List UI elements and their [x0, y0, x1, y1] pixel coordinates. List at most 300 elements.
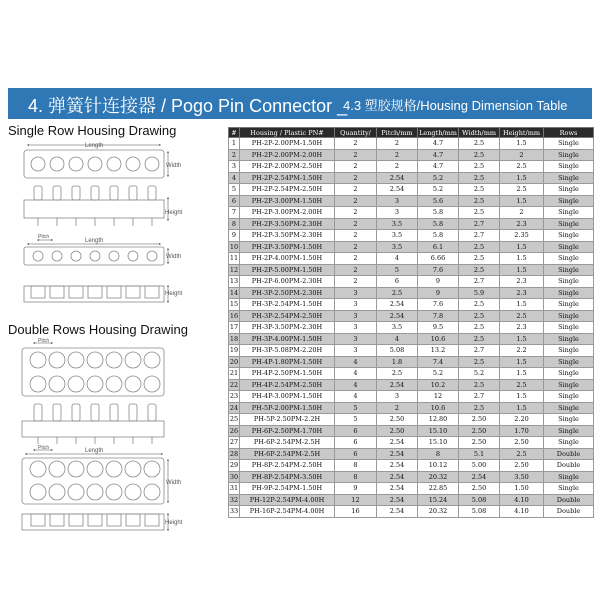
table-cell: 5.2	[418, 368, 459, 380]
table-cell: 29	[229, 461, 239, 470]
table-cell: Double	[544, 506, 594, 518]
pin-hole	[71, 251, 81, 261]
pin-hole	[30, 376, 46, 392]
table-cell: Single	[544, 402, 594, 414]
table-row	[229, 345, 594, 357]
table-cell: 3	[229, 161, 240, 173]
pin-hole	[33, 251, 43, 261]
pin-slot	[31, 286, 45, 298]
table-cell: 28	[229, 449, 239, 458]
table-cell: 20	[229, 357, 239, 366]
table-cell: 1.5	[500, 264, 544, 276]
table-cell: PH-3P-3.50PM-2.30H	[240, 322, 335, 334]
table-cell: 3	[335, 287, 377, 299]
table-cell: 2.54	[377, 310, 418, 322]
pin-barrel	[129, 186, 137, 200]
table-cell: 8	[418, 448, 459, 460]
table-cell: 2.5	[377, 287, 418, 299]
table-cell: 2.5	[377, 368, 418, 380]
table-cell: Single	[544, 184, 594, 196]
pin-hole	[30, 352, 46, 368]
table-cell: 1.5	[500, 241, 544, 253]
table-row	[229, 299, 594, 311]
pogo-pins	[34, 404, 156, 444]
pin-barrel	[91, 186, 99, 200]
table-cell: 6	[229, 195, 240, 207]
table-cell: 1.5	[500, 333, 544, 345]
table-cell: 4	[335, 368, 377, 380]
table-cell: 21	[229, 369, 239, 378]
table-cell: 2	[335, 149, 377, 161]
table-row	[229, 322, 594, 334]
length-label: Length	[85, 448, 104, 454]
table-row	[229, 437, 594, 449]
table-cell: 1.5	[500, 368, 544, 380]
table-cell: 2	[335, 230, 377, 242]
pin-hole	[87, 376, 103, 392]
table-cell: 2.54	[377, 494, 418, 506]
table-cell: 1.50	[500, 483, 544, 495]
table-cell: 2	[335, 218, 377, 230]
double-row-side-view	[22, 404, 164, 444]
column-header: Housing / Plastic PN#	[240, 128, 335, 138]
table-cell: Single	[544, 276, 594, 288]
pin-hole	[30, 484, 46, 500]
single-row-side-profile	[24, 286, 168, 302]
table-row	[229, 161, 594, 173]
table-cell: 9	[335, 483, 377, 495]
table-cell: PH-2P-2.54PM-1.50H	[240, 172, 335, 184]
table-cell: 5	[229, 184, 240, 196]
table-cell: 6	[335, 425, 377, 437]
table-cell: 2.54	[377, 448, 418, 460]
table-cell: 2.50	[459, 425, 500, 437]
pin-hole	[106, 484, 122, 500]
table-cell: Single	[544, 138, 594, 150]
table-cell: 2.7	[459, 276, 500, 288]
pin-slot	[126, 514, 140, 526]
table-cell: PH-2P-2.00PM-2.50H	[240, 161, 335, 173]
table-cell: 2.5	[459, 138, 500, 150]
pin-barrel	[110, 404, 118, 421]
table-cell: 4.7	[418, 138, 459, 150]
pogo-pins	[34, 186, 156, 226]
table-cell: 4.10	[500, 494, 544, 506]
table-cell: 30	[229, 472, 239, 481]
table-cell: 2.5	[500, 310, 544, 322]
pitch-label: Pitch	[38, 445, 50, 451]
table-cell: 17	[229, 323, 239, 332]
pin-hole	[147, 251, 157, 261]
height-label: Height	[165, 520, 183, 526]
table-cell: 3	[377, 207, 418, 219]
table-cell: 12	[418, 391, 459, 403]
table-cell: 2	[335, 172, 377, 184]
table-cell: Single	[544, 253, 594, 265]
table-cell: 10.2	[418, 379, 459, 391]
table-cell: 3	[377, 195, 418, 207]
table-cell: 18	[229, 334, 239, 343]
table-cell: 3	[335, 310, 377, 322]
table-cell: 23	[229, 392, 239, 401]
single-row-top-view	[24, 145, 168, 178]
pin-barrel	[72, 186, 80, 200]
table-cell: Single	[544, 345, 594, 357]
double-rows-heading: Double Rows Housing Drawing	[8, 322, 188, 337]
table-cell: 32	[229, 495, 239, 504]
pin-hole	[88, 157, 102, 171]
pin-hole	[126, 157, 140, 171]
table-row	[229, 138, 594, 150]
table-cell: PH-3P-2.54PM-1.50H	[240, 299, 335, 311]
table-cell: 6	[335, 437, 377, 449]
table-cell: 15.10	[418, 425, 459, 437]
table-cell: 2	[335, 161, 377, 173]
pin-hole	[125, 376, 141, 392]
table-row	[229, 207, 594, 219]
table-cell: 3	[377, 391, 418, 403]
table-cell: 16	[229, 311, 239, 320]
table-cell: 33	[229, 507, 239, 516]
page-title: 4. 弹簧针连接器 / Pogo Pin Connector _	[28, 96, 348, 116]
pin-hole	[68, 484, 84, 500]
table-cell: Single	[544, 414, 594, 426]
table-cell: 2	[335, 138, 377, 150]
pin-barrel	[110, 186, 118, 200]
pin-hole	[68, 376, 84, 392]
table-cell: PH-2P-2.00PM-2.00H	[240, 149, 335, 161]
column-header: Length/mm	[419, 128, 457, 137]
pin-hole	[87, 484, 103, 500]
table-cell: 19	[229, 346, 239, 355]
column-header: Pitch/mm	[377, 128, 418, 138]
table-cell: Single	[544, 172, 594, 184]
single-row-heading: Single Row Housing Drawing	[8, 123, 177, 138]
table-cell: 7.6	[418, 299, 459, 311]
table-row	[229, 241, 594, 253]
table-cell: 5.00	[459, 460, 500, 472]
table-row	[229, 494, 594, 506]
table-row	[229, 402, 594, 414]
table-cell: 2.50	[459, 483, 500, 495]
pin-hole	[125, 352, 141, 368]
table-cell: Double	[544, 494, 594, 506]
table-cell: 1.5	[500, 253, 544, 265]
table-cell: 3.50	[500, 471, 544, 483]
pin-hole	[52, 251, 62, 261]
table-cell: 2	[335, 241, 377, 253]
pin-hole	[125, 461, 141, 477]
table-row	[229, 172, 594, 184]
table-cell: 4.7	[418, 161, 459, 173]
table-cell: Single	[544, 368, 594, 380]
table-cell: 3.5	[377, 230, 418, 242]
table-cell: 2.7	[459, 230, 500, 242]
table-cell: 8	[229, 218, 240, 230]
table-cell: PH-2P-2.00PM-1.50H	[240, 138, 335, 150]
table-cell: PH-3P-5.08PM-2.20H	[240, 345, 335, 357]
table-cell: 7.4	[418, 356, 459, 368]
table-row	[229, 471, 594, 483]
table-cell: PH-6P-2.50PM-1.70H	[240, 425, 335, 437]
table-cell: 9	[229, 230, 240, 242]
table-cell: 7.8	[418, 310, 459, 322]
table-cell: 5	[335, 414, 377, 426]
pin-slot	[50, 286, 64, 298]
single-row-side-view	[24, 186, 168, 226]
pin-barrel	[34, 404, 42, 421]
table-cell: 2	[335, 276, 377, 288]
table-cell: 2.5	[459, 299, 500, 311]
pin-hole	[87, 461, 103, 477]
pin-hole	[106, 352, 122, 368]
pin-slot	[88, 514, 102, 526]
pin-slot	[69, 286, 83, 298]
height-label: Height	[165, 210, 183, 216]
table-cell: 2.5	[459, 149, 500, 161]
pin-hole	[128, 251, 138, 261]
table-cell: 9	[418, 287, 459, 299]
table-cell: 5	[377, 264, 418, 276]
pin-hole	[144, 484, 160, 500]
table-cell: 2.54	[377, 506, 418, 518]
table-row	[229, 506, 594, 518]
table-cell: 15.24	[418, 494, 459, 506]
table-cell: 2	[377, 402, 418, 414]
table-cell: 7.6	[418, 264, 459, 276]
table-cell: 2	[500, 207, 544, 219]
pin-slots	[31, 514, 159, 526]
table-cell: 2.54	[377, 299, 418, 311]
pin-hole	[90, 251, 100, 261]
pin-barrel	[148, 404, 156, 421]
housing-drawings	[0, 140, 225, 540]
table-row	[229, 356, 594, 368]
table-cell: 2.54	[377, 471, 418, 483]
table-cell: 12.80	[418, 414, 459, 426]
table-cell: 2.50	[500, 437, 544, 449]
table-cell: Single	[544, 161, 594, 173]
table-cell: 2.5	[459, 207, 500, 219]
pin-slot	[145, 286, 159, 298]
pin-slot	[88, 286, 102, 298]
table-cell: 10.12	[418, 460, 459, 472]
table-cell: 1.5	[500, 402, 544, 414]
table-cell: Single	[544, 264, 594, 276]
table-cell: PH-9P-2.54PM-1.50H	[240, 483, 335, 495]
table-cell: PH-3P-2.54PM-2.50H	[240, 310, 335, 322]
pin-hole	[107, 157, 121, 171]
table-cell: 5.8	[418, 218, 459, 230]
table-cell: 5.2	[418, 172, 459, 184]
width-label: Width	[166, 163, 182, 169]
table-cell: 10.6	[418, 402, 459, 414]
table-cell: 3	[335, 333, 377, 345]
table-cell: 27	[229, 438, 239, 447]
table-cell: 22.85	[418, 483, 459, 495]
table-cell: Single	[544, 333, 594, 345]
table-cell: 1.5	[500, 138, 544, 150]
length-label: Length	[85, 238, 104, 244]
pin-barrel	[129, 404, 137, 421]
pin-barrel	[53, 186, 61, 200]
pin-slot	[107, 286, 121, 298]
table-cell: 2.5	[459, 241, 500, 253]
table-cell: PH-2P-3.50PM-2.30H	[240, 218, 335, 230]
table-cell: 2	[500, 149, 544, 161]
table-cell: 11	[229, 254, 239, 263]
table-cell: 2	[229, 149, 240, 161]
table-cell: 1.8	[377, 356, 418, 368]
pin-slot	[145, 514, 159, 526]
table-cell: 2.5	[459, 379, 500, 391]
table-cell: 2.5	[459, 195, 500, 207]
table-cell: 31	[229, 484, 239, 493]
table-cell: 2.50	[377, 414, 418, 426]
pin-hole	[49, 461, 65, 477]
table-cell: 2.54	[377, 379, 418, 391]
table-row	[229, 184, 594, 196]
table-cell: PH-2P-2.54PM-2.50H	[240, 184, 335, 196]
table-cell: 2.5	[500, 184, 544, 196]
table-cell: 2.3	[500, 322, 544, 334]
table-row	[229, 333, 594, 345]
table-cell: Single	[544, 218, 594, 230]
pin-hole	[106, 376, 122, 392]
pin-hole	[125, 484, 141, 500]
table-cell: PH-4P-3.00PM-1.50H	[240, 391, 335, 403]
table-cell: 5.2	[459, 368, 500, 380]
table-cell: 2.54	[377, 460, 418, 472]
table-cell: 2.5	[459, 310, 500, 322]
table-cell: 2.5	[459, 184, 500, 196]
table-cell: 3.5	[377, 241, 418, 253]
table-cell: 2.5	[500, 379, 544, 391]
table-cell: 6.66	[418, 253, 459, 265]
table-cell: 10	[229, 242, 239, 251]
pin-barrel	[148, 186, 156, 200]
table-row	[229, 483, 594, 495]
table-cell: 2.5	[459, 161, 500, 173]
table-cell: 2	[335, 253, 377, 265]
pin-barrel	[91, 404, 99, 421]
table-cell: Single	[544, 425, 594, 437]
pin-hole	[144, 352, 160, 368]
pin-slot	[126, 286, 140, 298]
table-cell: Single	[544, 299, 594, 311]
table-cell: 16	[335, 506, 377, 518]
table-cell: 2.54	[459, 471, 500, 483]
pin-hole	[69, 157, 83, 171]
table-cell: 8	[335, 460, 377, 472]
pitch-label: Pitch	[38, 338, 50, 344]
table-cell: 2.54	[377, 437, 418, 449]
table-cell: 1.5	[500, 299, 544, 311]
table-cell: Single	[544, 195, 594, 207]
table-cell: 2.5	[500, 448, 544, 460]
table-cell: 26	[229, 426, 239, 435]
table-cell: 2	[377, 138, 418, 150]
pin-hole	[144, 461, 160, 477]
table-cell: 4	[377, 333, 418, 345]
table-row	[229, 460, 594, 472]
table-cell: 2.20	[500, 414, 544, 426]
table-cell: 2.7	[459, 218, 500, 230]
table-cell: 2	[377, 161, 418, 173]
table-cell: 3.5	[377, 322, 418, 334]
table-cell: 2.5	[459, 402, 500, 414]
housing-dimension-table	[228, 127, 594, 518]
pin-hole	[68, 352, 84, 368]
pin-hole	[87, 352, 103, 368]
table-cell: Single	[544, 287, 594, 299]
table-cell: PH-2P-4.00PM-1.50H	[240, 253, 335, 265]
table-cell: 4	[229, 172, 240, 184]
table-cell: 6	[377, 276, 418, 288]
pin-hole	[68, 461, 84, 477]
double-row-dimension-view	[22, 450, 168, 504]
pin-hole	[31, 157, 45, 171]
pin-slot	[69, 514, 83, 526]
table-cell: 3	[335, 299, 377, 311]
table-cell: 2.50	[459, 437, 500, 449]
table-row	[229, 379, 594, 391]
table-cell: 4.10	[500, 506, 544, 518]
column-header: #	[229, 128, 240, 138]
table-cell: 12	[335, 494, 377, 506]
table-cell: 25	[229, 415, 239, 424]
pin-slot	[31, 514, 45, 526]
table-cell: 10.6	[418, 333, 459, 345]
table-cell: 5.08	[377, 345, 418, 357]
pin-hole	[30, 461, 46, 477]
table-row	[229, 310, 594, 322]
table-cell: 3	[335, 345, 377, 357]
table-cell: 3.5	[377, 218, 418, 230]
table-row	[229, 414, 594, 426]
pin-slot	[50, 514, 64, 526]
table-cell: 7	[229, 207, 240, 219]
table-row	[229, 195, 594, 207]
table-row	[229, 391, 594, 403]
table-cell: 5	[335, 402, 377, 414]
table-cell: 20.32	[418, 471, 459, 483]
table-cell: PH-5P-2.50PM-2.2H	[240, 414, 335, 426]
pin-hole	[50, 157, 64, 171]
pin-holes-double	[30, 352, 160, 392]
column-header: Quantity/	[335, 128, 377, 138]
table-row	[229, 448, 594, 460]
table-cell: PH-4P-2.54PM-2.50H	[240, 379, 335, 391]
table-cell: 4.7	[418, 149, 459, 161]
table-cell: PH-12P-2.54PM-4.00H	[240, 494, 335, 506]
table-cell: 4	[377, 253, 418, 265]
table-cell: 2.35	[500, 230, 544, 242]
pin-holes-row	[31, 157, 159, 171]
table-cell: 15	[229, 300, 239, 309]
pin-barrel	[34, 186, 42, 200]
table-cell: 2.5	[459, 333, 500, 345]
table-cell: 1.5	[500, 356, 544, 368]
table-cell: 2.5	[459, 264, 500, 276]
table-cell: PH-16P-2.54PM-4.00H	[240, 506, 335, 518]
table-cell: 5.08	[459, 506, 500, 518]
table-cell: 6.1	[418, 241, 459, 253]
table-cell: Double	[544, 448, 594, 460]
table-row	[229, 368, 594, 380]
table-cell: Single	[544, 310, 594, 322]
table-cell: 5.2	[418, 184, 459, 196]
